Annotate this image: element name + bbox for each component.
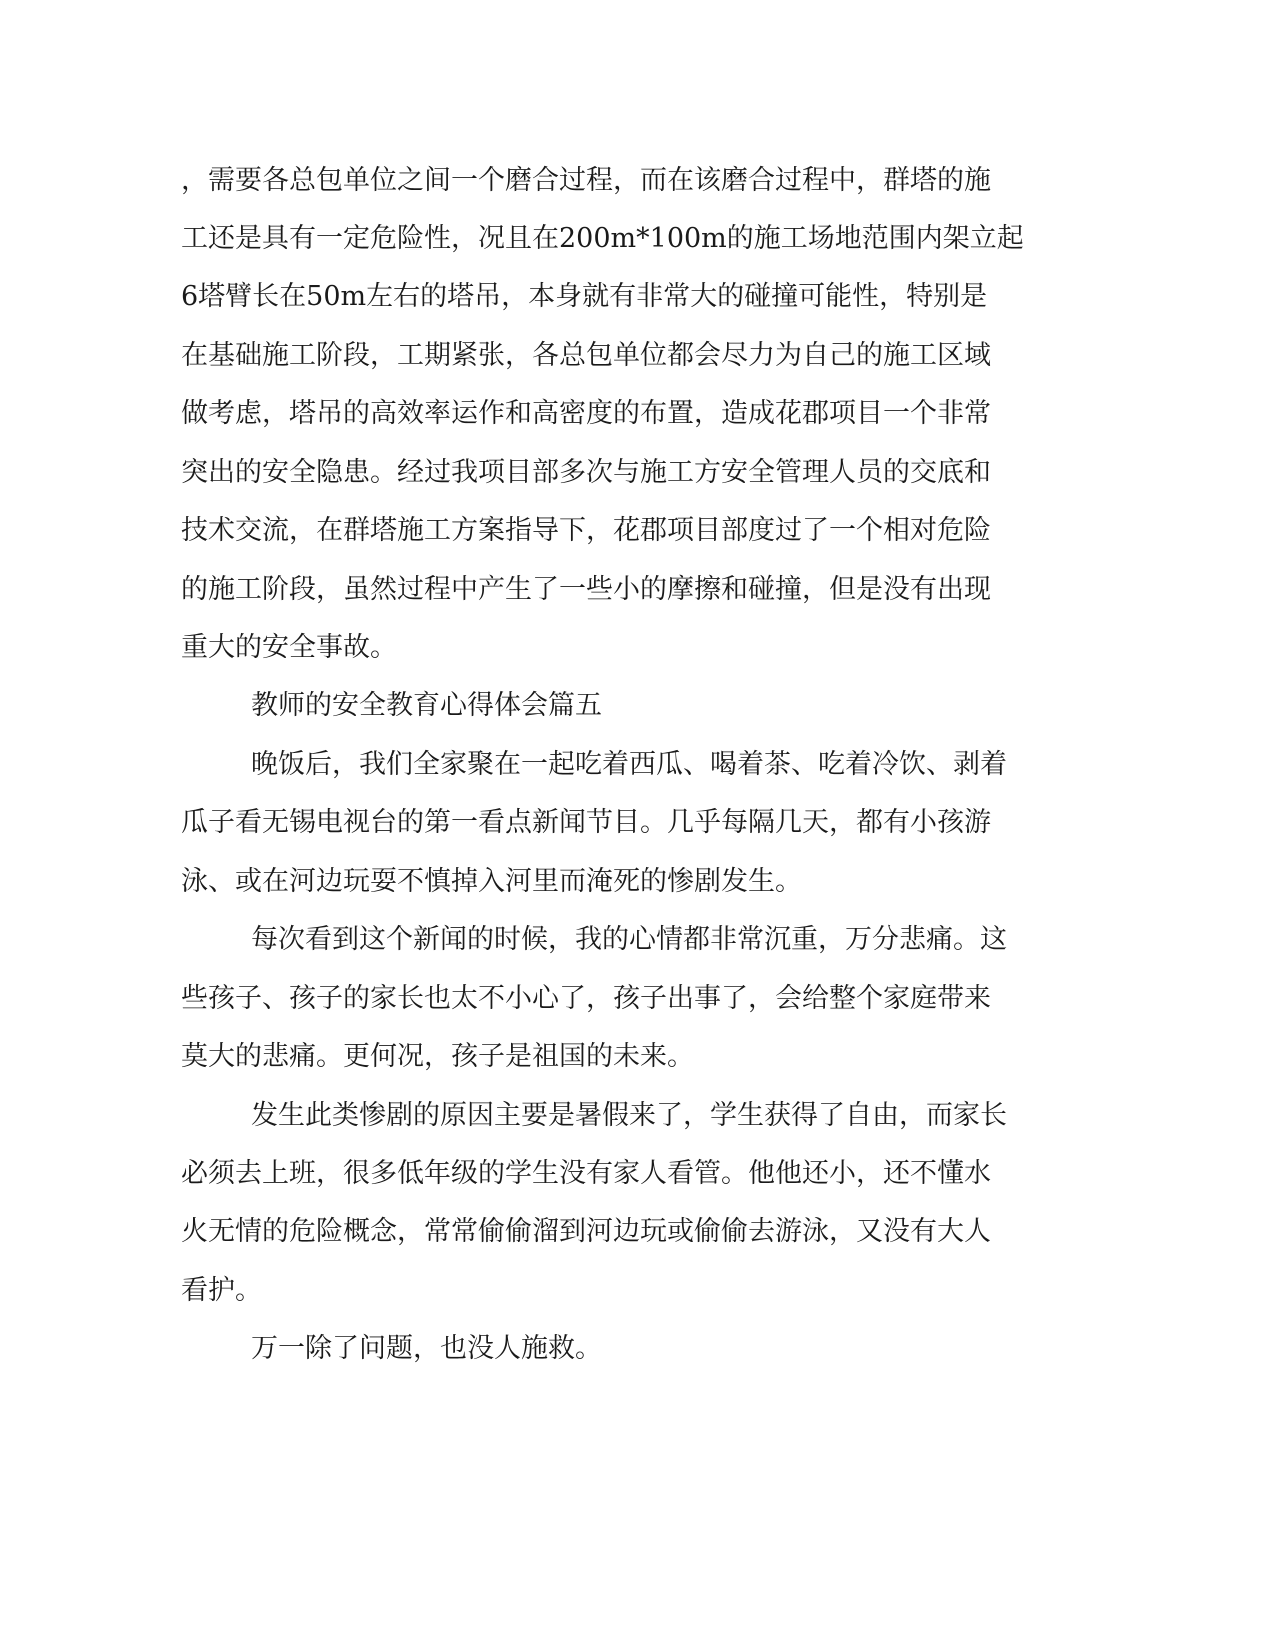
text-line: 突出的安全隐患。经过我项目部多次与施工方安全管理人员的交底和 [181,457,991,488]
text-line: 6塔臂长在50m左右的塔吊，本身就有非常大的碰撞可能性，特别是 [181,281,988,312]
section-heading: 教师的安全教育心得体会篇五 [251,690,602,721]
text-line: ，需要各总包单位之间一个磨合过程，而在该磨合过程中，群塔的施 [181,165,991,196]
text-line: 做考虑，塔吊的高效率运作和高密度的布置，造成花郡项目一个非常 [181,398,991,429]
text-line: 莫大的悲痛。更何况，孩子是祖国的未来。 [181,1041,694,1072]
text-line: 看护。 [181,1275,262,1306]
text-line: 瓜子看无锡电视台的第一看点新闻节目。几乎每隔几天，都有小孩游 [181,807,991,838]
text-line: 些孩子、孩子的家长也太不小心了，孩子出事了，会给整个家庭带来 [181,983,991,1014]
text-line: 在基础施工阶段，工期紧张，各总包单位都会尽力为自己的施工区域 [181,340,991,371]
text-line: 重大的安全事故。 [181,632,397,663]
text-line: 的施工阶段，虽然过程中产生了一些小的摩擦和碰撞，但是没有出现 [181,574,991,605]
text-line: 万一除了问题，也没人施救。 [251,1333,602,1364]
text-line: 晚饭后，我们全家聚在一起吃着西瓜、喝着茶、吃着冷饮、剥着 [251,749,1007,780]
text-line: 火无情的危险概念，常常偷偷溜到河边玩或偷偷去游泳，又没有大人 [181,1216,991,1247]
text-line: 技术交流，在群塔施工方案指导下，花郡项目部度过了一个相对危险 [181,515,991,546]
text-line: 发生此类惨剧的原因主要是暑假来了，学生获得了自由，而家长 [251,1100,1007,1131]
text-line: 每次看到这个新闻的时候，我的心情都非常沉重，万分悲痛。这 [251,924,1007,955]
text-line: 泳、或在河边玩耍不慎掉入河里而淹死的惨剧发生。 [181,866,802,897]
text-line: 必须去上班，很多低年级的学生没有家人看管。他他还小，还不懂水 [181,1158,991,1189]
text-line: 工还是具有一定危险性，况且在200m*100m的施工场地范围内架立起 [181,223,1024,254]
